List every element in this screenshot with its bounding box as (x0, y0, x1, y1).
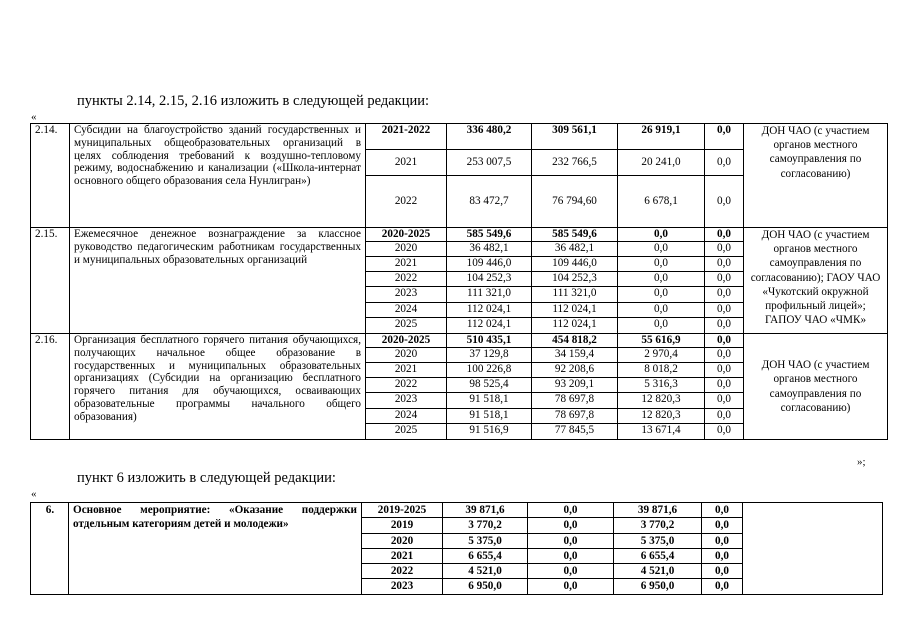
year-cell: 2019 (362, 518, 443, 533)
funding-cell: 13 671,4 (618, 424, 705, 440)
funding-cell: 0,0 (702, 518, 743, 533)
funding-cell: 0,0 (618, 287, 705, 303)
row-number: 6. (31, 503, 69, 595)
total-cell: 336 480,2 (447, 124, 532, 150)
funding-cell: 92 208,6 (532, 363, 618, 378)
intro-paragraph-2: пункт 6 изложить в следующей редакции: (77, 470, 336, 486)
funding-cell: 111 321,0 (532, 287, 618, 303)
year-cell: 2019-2025 (362, 503, 443, 518)
intro-paragraph-1: пункты 2.14, 2.15, 2.16 изложить в следующей редакции: (77, 93, 430, 109)
total-cell: 4 521,0 (443, 564, 528, 579)
funding-cell: 0,0 (618, 303, 705, 318)
funding-cell: 0,0 (705, 272, 744, 287)
funding-cell: 0,0 (705, 334, 744, 348)
funding-cell: 0,0 (705, 124, 744, 150)
total-cell: 91 516,9 (447, 424, 532, 440)
funding-cell: 0,0 (705, 303, 744, 318)
funding-cell: 109 446,0 (532, 257, 618, 272)
funding-cell: 6 950,0 (614, 579, 702, 594)
year-cell: 2022 (366, 378, 447, 393)
funding-cell: 0,0 (528, 564, 614, 579)
funding-cell: 76 794,60 (532, 176, 618, 228)
year-cell: 2024 (366, 409, 447, 424)
row-description: Основное мероприятие: «Оказание поддержки отдельным категориям детей и молодежи» (69, 503, 362, 595)
table-row (31, 228, 888, 242)
funding-cell: 0,0 (705, 378, 744, 393)
row-description: Организация бесплатного горячего питания обучающихся, получающих начальное общее образование в государственных и муниципальных образовательных организациях (Субсидии на организацию бесплатного горячего питания для обучающихся, осваивающих образовательные программы начального общего образования) (70, 334, 366, 440)
funding-cell: 78 697,8 (532, 409, 618, 424)
funding-cell: 104 252,3 (532, 272, 618, 287)
funding-cell: 5 316,3 (618, 378, 705, 393)
year-cell: 2020 (362, 533, 443, 548)
funding-cell: 0,0 (702, 548, 743, 563)
program-table-2 (30, 502, 883, 595)
funding-cell: 0,0 (702, 564, 743, 579)
funding-cell: 0,0 (528, 533, 614, 548)
year-cell: 2020-2025 (366, 228, 447, 242)
funding-cell: 77 845,5 (532, 424, 618, 440)
funding-cell: 585 549,6 (532, 228, 618, 242)
funding-cell: 0,0 (528, 579, 614, 594)
total-cell: 510 435,1 (447, 334, 532, 348)
funding-cell: 5 375,0 (614, 533, 702, 548)
year-cell: 2020 (366, 242, 447, 257)
year-cell: 2020-2025 (366, 334, 447, 348)
funding-cell: 0,0 (705, 318, 744, 334)
funding-cell: 78 697,8 (532, 393, 618, 409)
year-cell: 2025 (366, 318, 447, 334)
row-number: 2.16. (31, 334, 70, 440)
funding-cell: 0,0 (702, 533, 743, 548)
funding-cell: 3 770,2 (614, 518, 702, 533)
funding-cell: 0,0 (618, 228, 705, 242)
total-cell: 104 252,3 (447, 272, 532, 287)
total-cell: 6 655,4 (443, 548, 528, 563)
funding-cell: 6 655,4 (614, 548, 702, 563)
year-cell: 2023 (366, 287, 447, 303)
funding-cell: 0,0 (528, 503, 614, 518)
total-cell: 5 375,0 (443, 533, 528, 548)
responsible-executor: ДОН ЧАО (с участием органов местного самоуправления по согласованию) (744, 334, 888, 440)
funding-cell: 309 561,1 (532, 124, 618, 150)
funding-cell: 34 159,4 (532, 348, 618, 363)
funding-cell: 0,0 (705, 363, 744, 378)
funding-cell: 112 024,1 (532, 318, 618, 334)
funding-cell: 0,0 (528, 518, 614, 533)
open-quote-1: « (31, 111, 37, 123)
funding-cell: 36 482,1 (532, 242, 618, 257)
year-cell: 2022 (366, 176, 447, 228)
funding-cell: 0,0 (705, 228, 744, 242)
year-cell: 2021 (362, 548, 443, 563)
funding-cell: 0,0 (705, 257, 744, 272)
funding-cell: 0,0 (705, 176, 744, 228)
funding-cell: 0,0 (705, 287, 744, 303)
funding-cell: 55 616,9 (618, 334, 705, 348)
funding-cell: 0,0 (702, 503, 743, 518)
funding-cell: 0,0 (702, 579, 743, 594)
funding-cell: 26 919,1 (618, 124, 705, 150)
total-cell: 6 950,0 (443, 579, 528, 594)
total-cell: 91 518,1 (447, 409, 532, 424)
total-cell: 253 007,5 (447, 150, 532, 176)
funding-cell: 0,0 (705, 242, 744, 257)
program-table-1 (30, 123, 888, 440)
year-cell: 2023 (366, 393, 447, 409)
total-cell: 91 518,1 (447, 393, 532, 409)
responsible-executor: ДОН ЧАО (с участием органов местного самоуправления по согласованию) (744, 124, 888, 228)
funding-cell: 4 521,0 (614, 564, 702, 579)
close-quote: »; (857, 456, 866, 468)
funding-cell: 0,0 (705, 150, 744, 176)
total-cell: 112 024,1 (447, 303, 532, 318)
funding-cell: 93 209,1 (532, 378, 618, 393)
funding-cell: 39 871,6 (614, 503, 702, 518)
funding-cell: 0,0 (618, 272, 705, 287)
year-cell: 2023 (362, 579, 443, 594)
responsible-executor-empty (743, 503, 883, 595)
funding-cell: 0,0 (618, 242, 705, 257)
total-cell: 111 321,0 (447, 287, 532, 303)
total-cell: 98 525,4 (447, 378, 532, 393)
open-quote-2: « (31, 488, 37, 500)
year-cell: 2021 (366, 150, 447, 176)
row-description: Ежемесячное денежное вознаграждение за классное руководство педагогическим работникам государственных и муниципальных образовательных организаций (70, 228, 366, 334)
total-cell: 83 472,7 (447, 176, 532, 228)
funding-cell: 454 818,2 (532, 334, 618, 348)
funding-cell: 112 024,1 (532, 303, 618, 318)
year-cell: 2020 (366, 348, 447, 363)
total-cell: 112 024,1 (447, 318, 532, 334)
year-cell: 2021 (366, 363, 447, 378)
year-cell: 2022 (366, 272, 447, 287)
total-cell: 36 482,1 (447, 242, 532, 257)
funding-cell: 232 766,5 (532, 150, 618, 176)
total-cell: 585 549,6 (447, 228, 532, 242)
funding-cell: 20 241,0 (618, 150, 705, 176)
total-cell: 39 871,6 (443, 503, 528, 518)
year-cell: 2021 (366, 257, 447, 272)
total-cell: 3 770,2 (443, 518, 528, 533)
funding-cell: 0,0 (618, 257, 705, 272)
row-number: 2.15. (31, 228, 70, 334)
funding-cell: 0,0 (618, 318, 705, 334)
year-cell: 2024 (366, 303, 447, 318)
funding-cell: 8 018,2 (618, 363, 705, 378)
funding-cell: 6 678,1 (618, 176, 705, 228)
funding-cell: 12 820,3 (618, 409, 705, 424)
row-number: 2.14. (31, 124, 70, 228)
row-description: Субсидии на благоустройство зданий государственных и муниципальных общеобразовательных организаций в целях соблюдения требований к воздушно-тепловому режиму, водоснабжению и канализации («Школа-интернат основного общего образования села Нунлигран») (70, 124, 366, 228)
year-cell: 2025 (366, 424, 447, 440)
funding-cell: 0,0 (705, 424, 744, 440)
total-cell: 37 129,8 (447, 348, 532, 363)
year-cell: 2022 (362, 564, 443, 579)
table-row (31, 124, 888, 150)
funding-cell: 12 820,3 (618, 393, 705, 409)
funding-cell: 0,0 (705, 348, 744, 363)
table-row (31, 334, 888, 348)
total-cell: 100 226,8 (447, 363, 532, 378)
table-row (31, 503, 883, 518)
year-cell: 2021-2022 (366, 124, 447, 150)
funding-cell: 0,0 (528, 548, 614, 563)
funding-cell: 0,0 (705, 409, 744, 424)
total-cell: 109 446,0 (447, 257, 532, 272)
funding-cell: 0,0 (705, 393, 744, 409)
responsible-executor: ДОН ЧАО (с участием органов местного самоуправления по согласованию); ГАОУ ЧАО «Чукотский окружной профильный лицей»; ГАПОУ ЧАО «ЧМК» (744, 228, 888, 334)
funding-cell: 2 970,4 (618, 348, 705, 363)
